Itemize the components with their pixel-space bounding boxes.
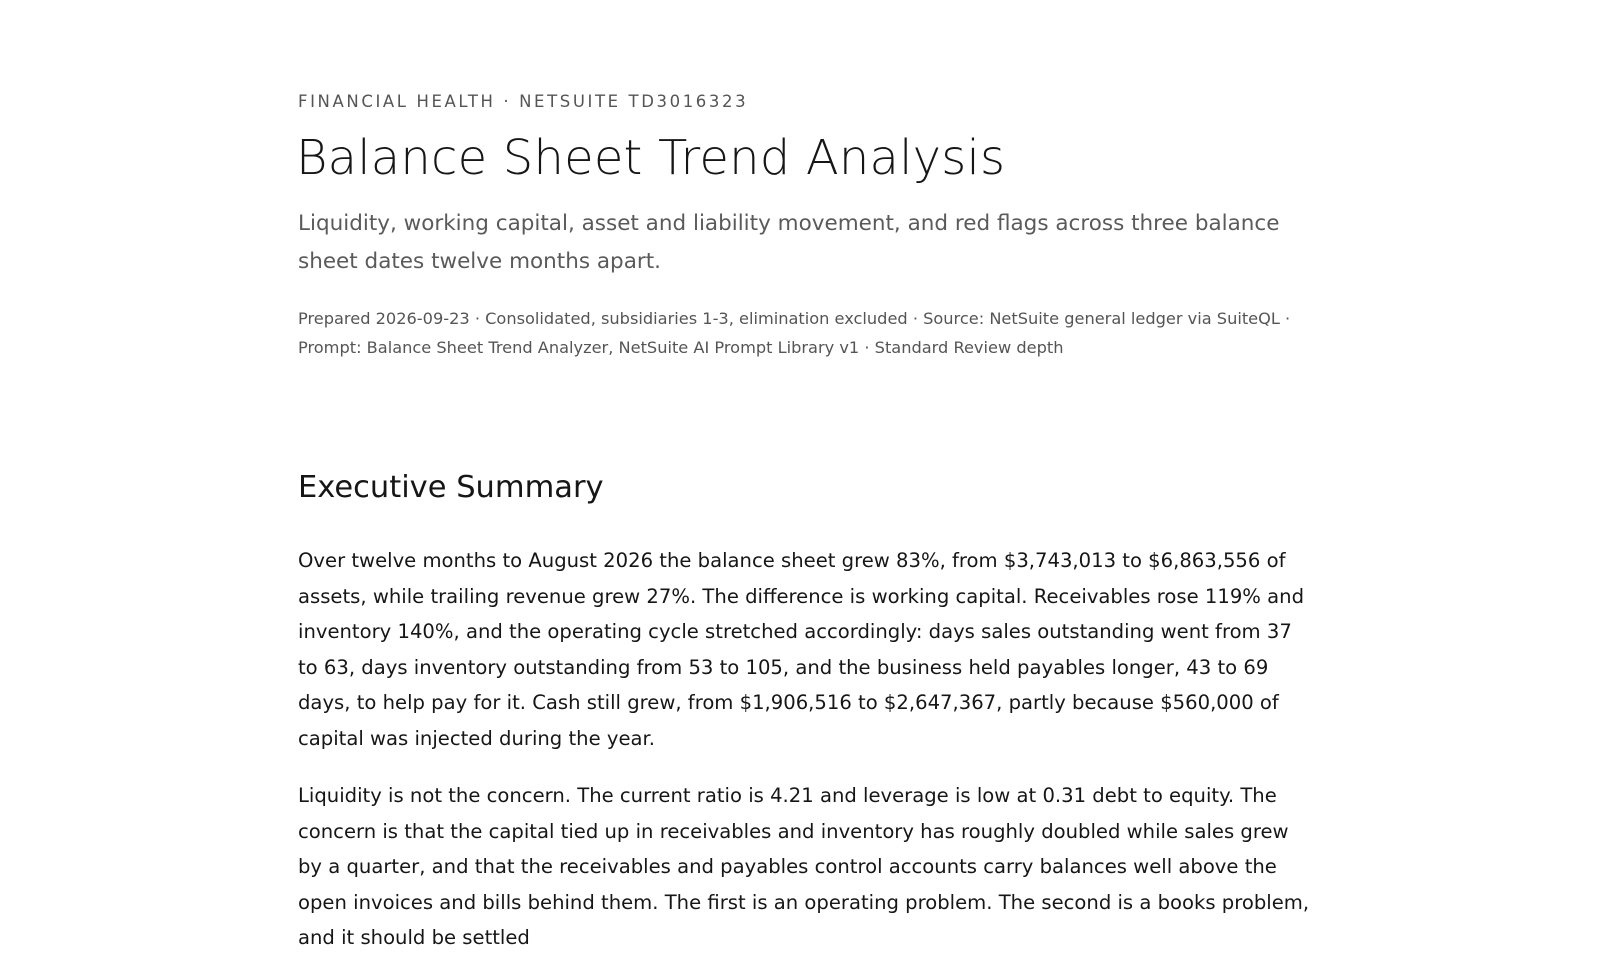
executive-summary-paragraph-1: Over twelve months to August 2026 the balance sheet grew 83%, from $3,743,013 to $6,863,556 of assets, while trailing revenue grew 27%. The difference is working capital. Receivables rose 119% and inventory 140%, and the operating cycle stretched accordingly: days sales outstanding went from 37 to 63, days inventory outstanding from 53 to 105, and the business held payables longer, 43 to 69 days, to help pay for it. Cash still grew, from $1,906,516 to $2,647,367, partly because $560,000 of capital was injected during the year. (298, 549, 1305, 750)
executive-summary-heading: Executive Summary (298, 470, 604, 505)
report-metadata: Prepared 2026-09-23 · Consolidated, subsidiaries 1-3, elimination excluded · Source: NetSuite general ledger via SuiteQL · Prompt: Balance Sheet Trend Analyzer, NetSuite AI Prompt Library v1 · Standard Review depth (298, 309, 1291, 357)
page-title: Balance Sheet Trend Analysis (296, 130, 1006, 186)
page-subtitle: Liquidity, working capital, asset and liability movement, and red flags across three balance sheet dates twelve months apart. (298, 211, 1280, 274)
executive-summary-paragraph-2: Liquidity is not the concern. The current ratio is 4.21 and leverage is low at 0.31 debt to equity. The concern is that the capital tied up in receivables and inventory has roughly doubled while sales grew by a quarter, and that the receivables and payables control accounts carry balances well above the open invoices and bills behind them. The first is an operating problem. The second is a books problem, and it should be settled (298, 784, 1310, 950)
report-eyebrow: FINANCIAL HEALTH · NETSUITE TD3016323 (298, 92, 749, 111)
